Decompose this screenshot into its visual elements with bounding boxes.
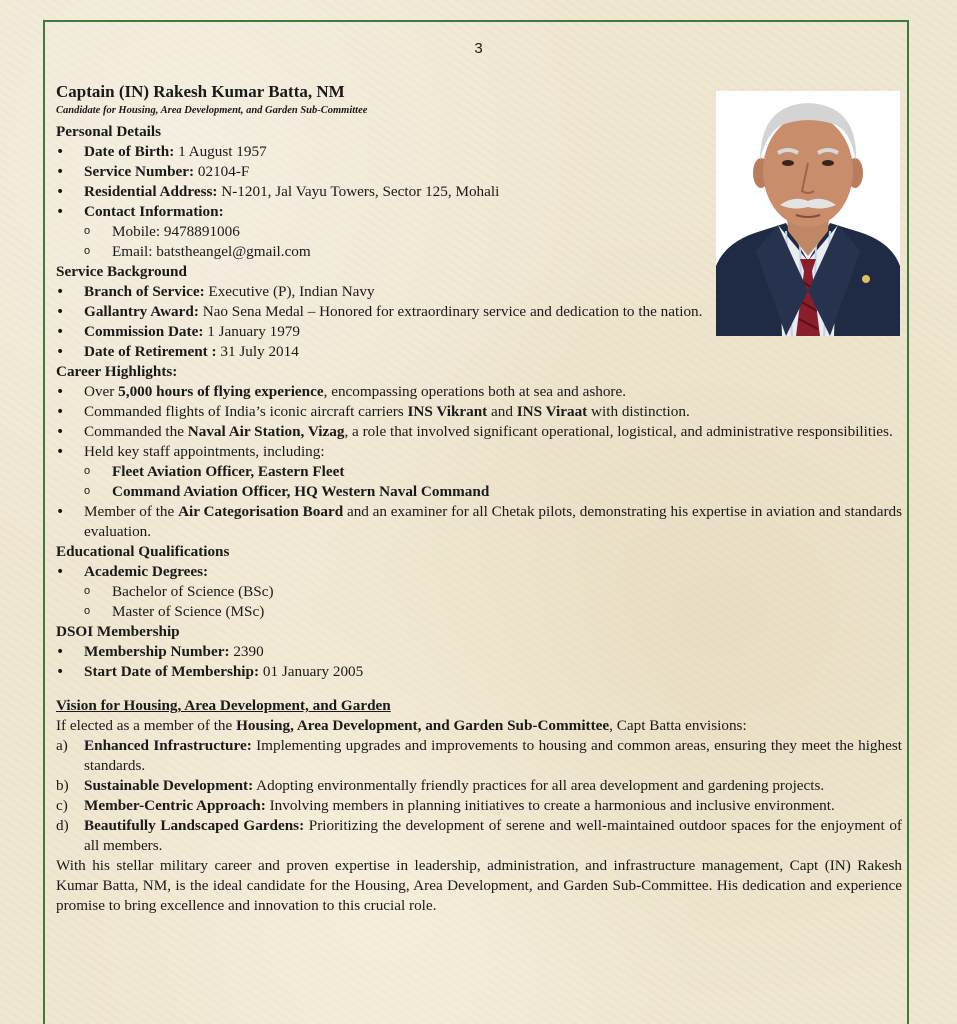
- list-item: [56, 182, 902, 202]
- item-marker: c): [56, 797, 68, 814]
- item-marker: b): [56, 777, 69, 794]
- bold-text: Command Aviation Officer, HQ Western Naval Command: [112, 483, 490, 500]
- list-item: [56, 202, 902, 262]
- item-title: Enhanced Infrastructure:: [84, 737, 252, 754]
- text-span: , a role that involved significant operational, logistical, and administrative responsibilities.: [344, 423, 893, 440]
- list-item: [56, 302, 724, 322]
- membership-number-label: Membership Number:: [84, 643, 230, 660]
- list-item: [56, 402, 902, 422]
- list-item: [56, 382, 902, 402]
- list-item: [56, 282, 902, 302]
- address-value: N-1201, Jal Vayu Towers, Sector 125, Mohali: [217, 183, 500, 200]
- branch-value: Executive (P), Indian Navy: [204, 283, 375, 300]
- vision-item: [56, 776, 902, 796]
- commission-label: Commission Date:: [84, 323, 204, 340]
- bold-text: INS Vikrant: [407, 403, 488, 420]
- list-item: [56, 162, 902, 182]
- bold-text: Fleet Aviation Officer, Eastern Fleet: [112, 463, 345, 480]
- vision-heading: Vision for Housing, Area Development, and Garden: [56, 697, 391, 714]
- text-span: Commanded the: [84, 423, 188, 440]
- text-span: , Capt Batta envisions:: [609, 717, 747, 734]
- bold-text: Housing, Area Development, and Garden Sub-Committee: [236, 717, 610, 734]
- vision-item: [56, 736, 902, 776]
- degrees-label: Academic Degrees:: [84, 563, 209, 580]
- membership-start-value: 01 January 2005: [259, 663, 364, 680]
- text-span: , encompassing operations both at sea and ashore.: [323, 383, 627, 400]
- retirement-value: 31 July 2014: [216, 343, 299, 360]
- list-item: [56, 662, 902, 682]
- award-value: Nao Sena Medal – Honored for extraordinary service and dedication to the nation.: [198, 303, 703, 320]
- dsoi-membership-heading: DSOI Membership: [56, 623, 180, 640]
- text-span: If elected as a member of the: [56, 717, 237, 734]
- text-span: Commanded flights of India’s iconic aircraft carriers: [84, 403, 408, 420]
- vision-intro: [56, 716, 902, 736]
- resume-content: [56, 80, 902, 916]
- address-label: Residential Address:: [84, 183, 218, 200]
- item-title: Sustainable Development:: [84, 777, 254, 794]
- sub-list-item: [84, 482, 902, 502]
- page-number: 3: [474, 40, 483, 57]
- vision-list: [56, 736, 902, 856]
- item-title: Member-Centric Approach:: [84, 797, 266, 814]
- staff-appointments-sublist: [84, 462, 902, 502]
- list-item: [56, 642, 902, 662]
- personal-details-list: [56, 142, 902, 262]
- contact-sublist: [84, 222, 902, 262]
- list-item: [56, 342, 902, 362]
- dsoi-list: [56, 642, 902, 682]
- list-item: [56, 562, 902, 622]
- item-text: Implementing upgrades and improvements to housing and common areas, ensuring they meet the highest standards.: [84, 737, 902, 774]
- bold-text: Air Categorisation Board: [178, 503, 344, 520]
- vision-item: [56, 796, 902, 816]
- candidate-name: Captain (IN) Rakesh Kumar Batta, NM: [56, 82, 345, 101]
- service-number-value: 02104-F: [194, 163, 250, 180]
- list-item: [56, 322, 902, 342]
- branch-label: Branch of Service:: [84, 283, 205, 300]
- career-highlights-list: [56, 382, 902, 542]
- mobile-item: o Mobile: 9478891006: [84, 222, 902, 242]
- service-number-label: Service Number:: [84, 163, 195, 180]
- education-list: [56, 562, 902, 622]
- dob-value: 1 August 1957: [174, 143, 267, 160]
- item-text: Involving members in planning initiatives to create a harmonious and inclusive environment.: [265, 797, 835, 814]
- item-marker: d): [56, 817, 69, 834]
- item-text: Adopting environmentally friendly practices for all area development and gardening projects.: [253, 777, 825, 794]
- vision-item: [56, 816, 902, 856]
- service-background-heading: Service Background: [56, 263, 187, 280]
- education-heading: Educational Qualifications: [56, 543, 230, 560]
- text-span: Over: [84, 383, 119, 400]
- membership-number-value: 2390: [229, 643, 264, 660]
- text-span: Member of the: [84, 503, 179, 520]
- email-item: o Email: batstheangel@gmail.com: [84, 242, 902, 262]
- text-span: Held key staff appointments, including:: [84, 443, 325, 460]
- personal-details-heading: Personal Details: [56, 123, 162, 140]
- item-text: Prioritizing the development of serene and well-maintained outdoor spaces for the enjoyment of all members.: [84, 817, 902, 854]
- item-marker: a): [56, 737, 68, 754]
- list-item: [56, 502, 902, 542]
- service-background-list: [56, 282, 902, 362]
- text-span: and: [487, 403, 517, 420]
- contact-label: Contact Information:: [84, 203, 224, 220]
- degree-item: o Master of Science (MSc): [84, 602, 902, 622]
- list-item: [56, 142, 902, 162]
- bold-text: Naval Air Station, Vizag: [187, 423, 345, 440]
- closing-paragraph: With his stellar military career and proven expertise in leadership, administration, and infrastructure management, Capt (IN) Rakesh Kumar Batta, NM, is the ideal candidate for the Housing, Area Development, and Garden Sub-Committee. His dedication and experience promise to bring excellence and innovation to this crucial role.: [56, 857, 902, 914]
- bold-text: 5,000 hours of flying experience: [118, 383, 324, 400]
- item-title: Beautifully Landscaped Gardens:: [84, 817, 305, 834]
- text-span: with distinction.: [587, 403, 690, 420]
- degrees-sublist: [84, 582, 902, 622]
- career-highlights-heading: Career Highlights:: [56, 363, 178, 380]
- text-span: and an examiner for all Chetak pilots, demonstrating his expertise in aviation and standards evaluation.: [84, 503, 903, 540]
- candidate-subtitle: Candidate for Housing, Area Development, and Garden Sub-Committee: [56, 105, 368, 116]
- sub-list-item: [84, 462, 902, 482]
- degree-item: o Bachelor of Science (BSc): [84, 582, 902, 602]
- dob-label: Date of Birth:: [84, 143, 175, 160]
- list-item: [56, 442, 902, 502]
- retirement-label: Date of Retirement :: [84, 343, 217, 360]
- commission-value: 1 January 1979: [203, 323, 300, 340]
- membership-start-label: Start Date of Membership:: [84, 663, 260, 680]
- list-item: [56, 422, 902, 442]
- bold-text: INS Viraat: [516, 403, 588, 420]
- award-label: Gallantry Award:: [84, 303, 199, 320]
